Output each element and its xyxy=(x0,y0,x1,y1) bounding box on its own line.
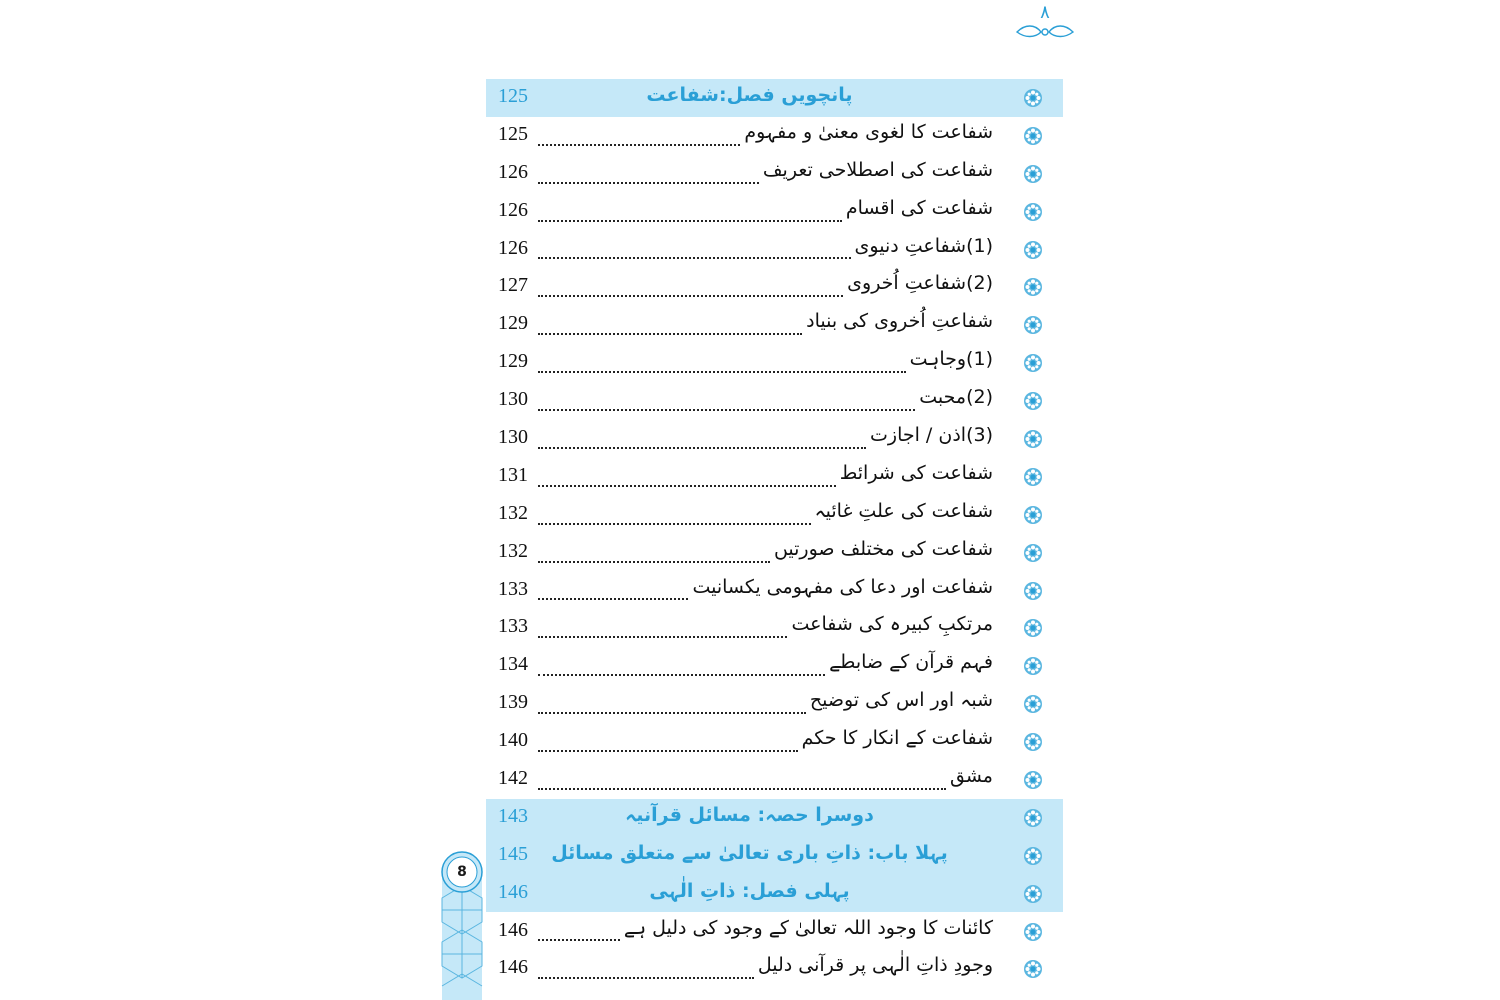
dot-leader xyxy=(538,333,802,335)
toc-entry-page: 129 xyxy=(498,350,528,373)
dot-leader xyxy=(538,939,620,941)
dot-leader xyxy=(538,182,759,184)
toc-entry-title: فہم قرآن کے ضابطے xyxy=(829,651,993,674)
flower-bullet-icon xyxy=(1023,240,1043,260)
toc-entry[interactable] xyxy=(486,913,1063,951)
toc-entry-page: 133 xyxy=(498,615,528,638)
toc-band-heading[interactable] xyxy=(486,875,1063,913)
toc-entry-title: وجودِ ذاتِ الٰہی پر قرآنی دلیل xyxy=(757,954,993,977)
toc-entry-title: (2)شفاعتِ اُخروی xyxy=(847,272,993,295)
toc-entry[interactable] xyxy=(486,344,1063,382)
toc-entry[interactable] xyxy=(486,155,1063,193)
toc-entry-title: شفاعت کی علتِ غائیہ xyxy=(814,499,993,522)
toc-entry-title: (2)محبت xyxy=(919,386,993,409)
toc-entry-title: (1)شفاعتِ دنیوی xyxy=(854,234,993,257)
flower-bullet-icon xyxy=(1023,126,1043,146)
flower-bullet-icon xyxy=(1023,277,1043,297)
dot-leader xyxy=(538,371,906,373)
toc-entry[interactable] xyxy=(486,268,1063,306)
toc-entry-title: شفاعت کی مختلف صورتیں xyxy=(773,537,993,560)
side-page-number: 8 xyxy=(457,864,467,880)
dot-leader xyxy=(538,447,866,449)
toc-entry-title: شفاعت کی اصطلاحی تعریف xyxy=(762,158,993,181)
toc-entry-page: 142 xyxy=(498,767,528,790)
toc-entry-page: 130 xyxy=(498,388,528,411)
toc-entry-page: 134 xyxy=(498,653,528,676)
dot-leader xyxy=(538,295,843,297)
flower-bullet-icon xyxy=(1023,353,1043,373)
toc-entry[interactable] xyxy=(486,950,1063,988)
flower-bullet-icon xyxy=(1023,543,1043,563)
dot-leader xyxy=(538,144,740,146)
toc-entry[interactable] xyxy=(486,723,1063,761)
toc-entry-page: 130 xyxy=(498,426,528,449)
toc-entry[interactable] xyxy=(486,534,1063,572)
toc-entry-title: مرتکبِ کبیرہ کی شفاعت xyxy=(791,613,993,636)
toc-entry-page: 126 xyxy=(498,198,528,221)
toc-entry-page: 146 xyxy=(498,956,528,979)
band-heading-page: 146 xyxy=(498,880,528,903)
band-heading-title: پہلا باب: ذاتِ باری تعالیٰ سے متعلق مسائل xyxy=(551,841,948,864)
dot-leader xyxy=(538,674,825,676)
band-heading-page: 145 xyxy=(498,842,528,865)
flower-bullet-icon xyxy=(1023,884,1043,904)
dot-leader xyxy=(538,409,915,411)
toc-entry[interactable] xyxy=(486,761,1063,799)
toc-entry-page: 127 xyxy=(498,274,528,297)
toc-entry[interactable] xyxy=(486,609,1063,647)
flower-bullet-icon xyxy=(1023,618,1043,638)
toc-entry-title: شفاعت کی اقسام xyxy=(845,196,993,219)
toc-entry-page: 132 xyxy=(498,539,528,562)
toc-entry-title: شبہ اور اس کی توضیح xyxy=(809,689,993,712)
toc-entry-title: (3)اذن / اجازت xyxy=(870,424,993,447)
toc-entry-title: مشق xyxy=(950,765,993,788)
toc-entry-page: 131 xyxy=(498,463,528,486)
toc-entry[interactable] xyxy=(486,193,1063,231)
flower-bullet-icon xyxy=(1023,959,1043,979)
dot-leader xyxy=(538,257,851,259)
toc-entry[interactable] xyxy=(486,117,1063,155)
toc-entry[interactable] xyxy=(486,458,1063,496)
flower-bullet-icon xyxy=(1023,467,1043,487)
toc-entry-title: شفاعت کے انکار کا حکم xyxy=(801,727,993,750)
dot-leader xyxy=(538,485,836,487)
flower-bullet-icon xyxy=(1023,164,1043,184)
toc-entry[interactable] xyxy=(486,572,1063,610)
dot-leader xyxy=(538,598,688,600)
toc-entry[interactable] xyxy=(486,685,1063,723)
band-heading-page: 143 xyxy=(498,804,528,827)
band-heading-title: پہلی فصل: ذاتِ الٰہی xyxy=(649,879,850,902)
toc-entry-page: 126 xyxy=(498,236,528,259)
dot-leader xyxy=(538,220,842,222)
toc-entry-page: 132 xyxy=(498,501,528,524)
flower-bullet-icon xyxy=(1023,808,1043,828)
toc-entry-title: کائنات کا وجود اللہ تعالیٰ کے وجود کی دلیل ہے xyxy=(623,916,993,939)
flower-bullet-icon xyxy=(1023,315,1043,335)
flower-bullet-icon xyxy=(1023,391,1043,411)
toc-band-heading[interactable] xyxy=(486,837,1063,875)
toc-entry-page: 140 xyxy=(498,729,528,752)
toc-entry[interactable] xyxy=(486,306,1063,344)
flower-bullet-icon xyxy=(1023,505,1043,525)
dot-leader xyxy=(538,523,811,525)
toc-entry[interactable] xyxy=(486,231,1063,269)
toc-entry-page: 125 xyxy=(498,122,528,145)
flower-bullet-icon xyxy=(1023,656,1043,676)
flower-bullet-icon xyxy=(1023,922,1043,942)
flower-bullet-icon xyxy=(1023,770,1043,790)
toc-entry[interactable] xyxy=(486,382,1063,420)
flower-bullet-icon xyxy=(1023,694,1043,714)
dot-leader xyxy=(538,636,787,638)
flower-bullet-icon xyxy=(1023,88,1043,108)
toc-entry-page: 129 xyxy=(498,312,528,335)
toc-entry-title: شفاعت اور دعا کی مفہومی یکسانیت xyxy=(692,575,993,598)
flower-bullet-icon xyxy=(1023,429,1043,449)
dot-leader xyxy=(538,977,754,979)
flower-bullet-icon xyxy=(1023,581,1043,601)
header-page-numeral: ۸ xyxy=(1040,2,1050,23)
toc-entry-title: شفاعتِ اُخروی کی بنیاد xyxy=(806,310,993,333)
section-title: پانچویں فصل:شفاعت xyxy=(646,84,853,106)
toc-entry-page: 133 xyxy=(498,577,528,600)
flower-bullet-icon xyxy=(1023,732,1043,752)
dot-leader xyxy=(538,561,770,563)
toc-band-heading[interactable] xyxy=(486,799,1063,837)
toc-entry[interactable] xyxy=(486,496,1063,534)
toc-section-heading[interactable] xyxy=(486,79,1063,117)
header-ornament-icon xyxy=(1015,24,1075,40)
toc-entry-page: 139 xyxy=(498,691,528,714)
flower-bullet-icon xyxy=(1023,202,1043,222)
flower-bullet-icon xyxy=(1023,846,1043,866)
toc-entry[interactable] xyxy=(486,420,1063,458)
toc-entry-page: 146 xyxy=(498,918,528,941)
dot-leader xyxy=(538,750,798,752)
toc-entry-title: (1)وجاہت xyxy=(909,348,993,371)
toc-entry-title: شفاعت کا لغوی معنیٰ و مفہوم xyxy=(744,120,993,143)
table-of-contents xyxy=(486,79,1063,988)
section-page: 125 xyxy=(498,85,528,107)
dot-leader xyxy=(538,788,946,790)
toc-entry-page: 126 xyxy=(498,160,528,183)
dot-leader xyxy=(538,712,806,714)
toc-entry[interactable] xyxy=(486,647,1063,685)
toc-entry-title: شفاعت کی شرائط xyxy=(839,461,993,484)
band-heading-title: دوسرا حصہ: مسائل قرآنیہ xyxy=(625,803,874,826)
